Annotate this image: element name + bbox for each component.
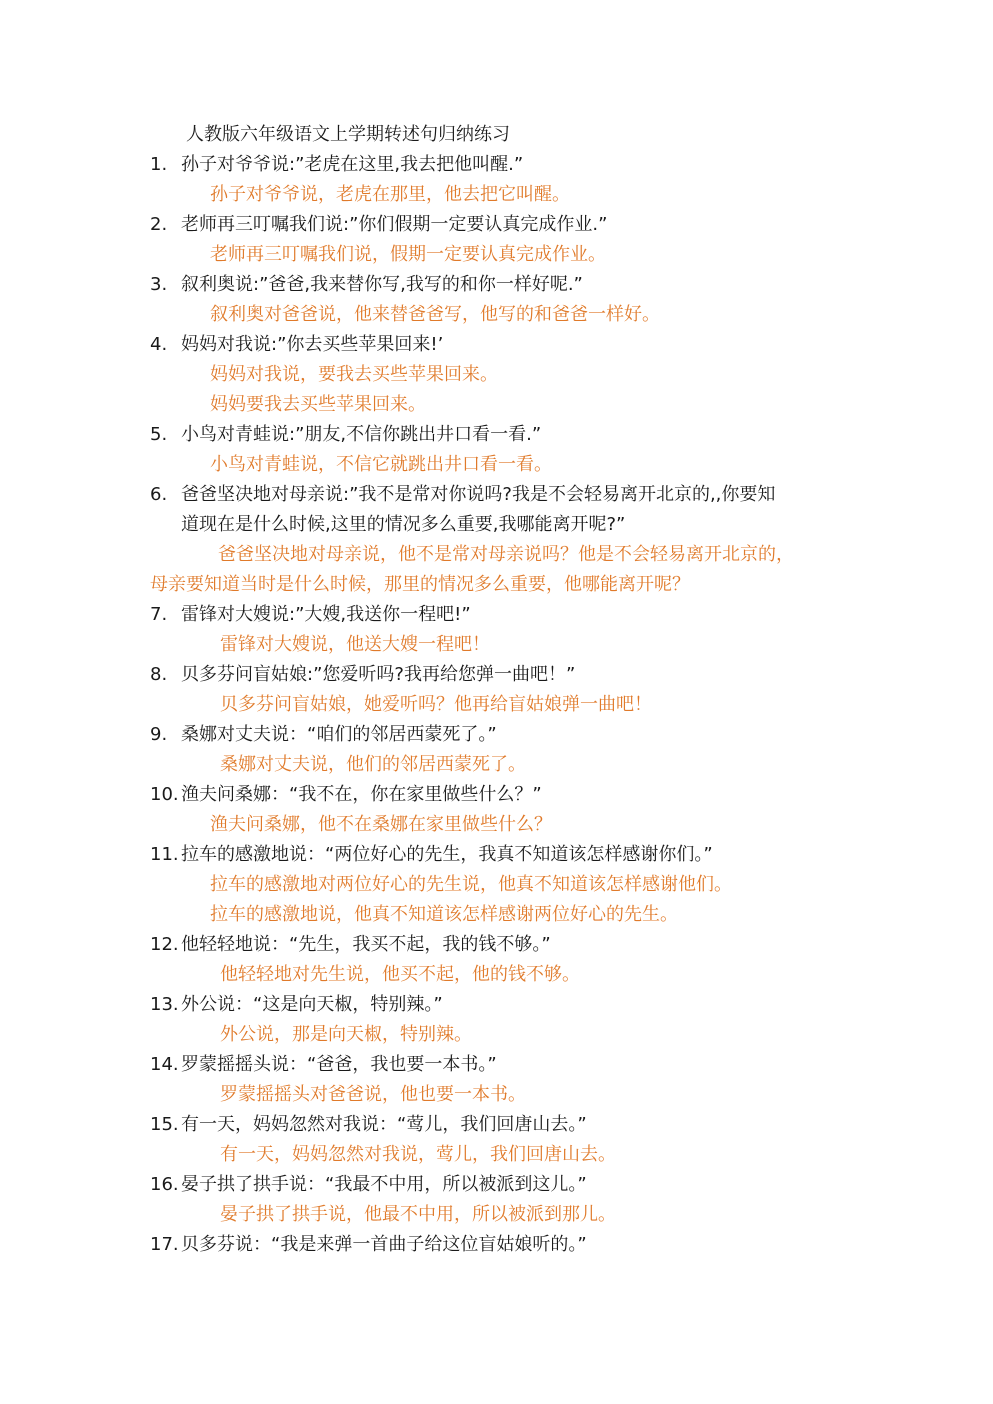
- item-number: 8.: [150, 664, 168, 685]
- item-number: 2.: [150, 214, 168, 235]
- answer-text: 有一天，妈妈忽然对我说，莺儿，我们回唐山去。: [220, 1144, 616, 1165]
- item-number: 4.: [150, 334, 168, 355]
- page-title: 人教版六年级语文上学期转述句归纳练习: [186, 124, 510, 145]
- list-item: [0, 600, 993, 660]
- answer-text: 桑娜对丈夫说，他们的邻居西蒙死了。: [220, 754, 526, 775]
- item-number: 7.: [150, 604, 168, 625]
- list-item: [0, 270, 993, 330]
- list-item: [0, 930, 993, 990]
- question-line: [0, 780, 993, 810]
- item-number: 3.: [150, 274, 168, 295]
- answer-text: 渔夫问桑娜，他不在桑娜在家里做些什么？: [210, 814, 552, 835]
- question-line: [0, 420, 993, 450]
- list-item: [0, 840, 993, 930]
- item-number: 14.: [150, 1054, 179, 1075]
- question-line: [0, 1110, 993, 1140]
- question-text: 叙利奥说:”爸爸,我来替你写,我写的和你一样好呢.”: [181, 274, 583, 295]
- answer-text: 小鸟对青蛙说，不信它就跳出井口看一看。: [210, 454, 552, 475]
- list-item: [0, 330, 993, 420]
- answer-text: 雷锋对大嫂说，他送大嫂一程吧！: [220, 634, 490, 655]
- list-item: [0, 1110, 993, 1170]
- item-number: 13.: [150, 994, 179, 1015]
- question-line: [0, 330, 993, 360]
- list-item: [0, 1170, 993, 1230]
- question-text: 贝多芬说：“我是来弹一首曲子给这位盲姑娘听的。”: [181, 1234, 587, 1255]
- question-text: 雷锋对大嫂说:”大嫂,我送你一程吧!”: [181, 604, 471, 625]
- item-number: 1.: [150, 154, 168, 175]
- question-text: 渔夫问桑娜：“我不在，你在家里做些什么？”: [181, 784, 542, 805]
- question-text: 拉车的感激地说：“两位好心的先生，我真不知道该怎样感谢你们。”: [181, 844, 713, 865]
- list-item: [0, 780, 993, 840]
- question-text: 爸爸坚决地对母亲说:”我不是常对你说吗?我是不会轻易离开北京的,,你要知: [181, 484, 776, 505]
- question-text: 外公说：“这是向天椒，特别辣。”: [181, 994, 443, 1015]
- list-item: [0, 210, 993, 270]
- question-line: [0, 1050, 993, 1080]
- answer-text: 妈妈对我说，要我去买些苹果回来。: [210, 364, 498, 385]
- question-line: [0, 990, 993, 1020]
- list-item: [0, 720, 993, 780]
- answer-text: 外公说，那是向天椒，特别辣。: [220, 1024, 472, 1045]
- answer-text-continued: 母亲要知道当时是什么时候，那里的情况多么重要，他哪能离开呢？: [150, 574, 690, 595]
- answer-text: 罗蒙摇摇头对爸爸说，他也要一本书。: [220, 1084, 526, 1105]
- answer-text: 孙子对爷爷说，老虎在那里，他去把它叫醒。: [210, 184, 570, 205]
- question-line: [0, 840, 993, 870]
- list-item: [0, 990, 993, 1050]
- item-number: 9.: [150, 724, 168, 745]
- exercise-list: [0, 150, 993, 1260]
- list-item: [0, 1050, 993, 1110]
- question-line: [0, 720, 993, 750]
- question-line: [0, 930, 993, 960]
- question-line: [0, 1170, 993, 1200]
- list-item: [0, 150, 993, 210]
- question-text-continued: 道现在是什么时候,这里的情况多么重要,我哪能离开呢?”: [181, 514, 626, 535]
- answer-text: 拉车的感激地对两位好心的先生说，他真不知道该怎样感谢他们。: [210, 874, 732, 895]
- question-line: [0, 210, 993, 240]
- question-text: 小鸟对青蛙说:”朋友,不信你跳出井口看一看.”: [181, 424, 542, 445]
- answer-text: 妈妈要我去买些苹果回来。: [210, 394, 426, 415]
- item-number: 11.: [150, 844, 179, 865]
- item-number: 16.: [150, 1174, 179, 1195]
- question-text: 他轻轻地说：“先生，我买不起，我的钱不够。”: [181, 934, 551, 955]
- item-number: 6.: [150, 484, 168, 505]
- item-number: 5.: [150, 424, 168, 445]
- question-line: [0, 480, 993, 540]
- question-line: [0, 660, 993, 690]
- question-text: 桑娜对丈夫说：“咱们的邻居西蒙死了。”: [181, 724, 497, 745]
- item-number: 10.: [150, 784, 179, 805]
- question-line: [0, 1230, 993, 1260]
- question-text: 孙子对爷爷说:”老虎在这里,我去把他叫醒.”: [181, 154, 524, 175]
- answer-text: 爸爸坚决地对母亲说，他不是常对母亲说吗？他是不会轻易离开北京的，: [218, 544, 794, 565]
- question-line: [0, 150, 993, 180]
- answer-text: 他轻轻地对先生说，他买不起，他的钱不够。: [220, 964, 580, 985]
- list-item: [0, 480, 993, 600]
- answer-text: 叙利奥对爸爸说，他来替爸爸写，他写的和爸爸一样好。: [210, 304, 660, 325]
- question-text: 晏子拱了拱手说：“我最不中用，所以被派到这儿。”: [181, 1174, 587, 1195]
- list-item: [0, 420, 993, 480]
- question-text: 老师再三叮嘱我们说:”你们假期一定要认真完成作业.”: [181, 214, 608, 235]
- question-line: [0, 600, 993, 630]
- answer-text: 晏子拱了拱手说，他最不中用，所以被派到那儿。: [220, 1204, 616, 1225]
- answer-text: 拉车的感激地说，他真不知道该怎样感谢两位好心的先生。: [210, 904, 678, 925]
- list-item: [0, 1230, 993, 1260]
- item-number: 15.: [150, 1114, 179, 1135]
- list-item: [0, 660, 993, 720]
- item-number: 17.: [150, 1234, 179, 1255]
- question-text: 贝多芬问盲姑娘:”您爱听吗?我再给您弹一曲吧！”: [181, 664, 576, 685]
- question-text: 罗蒙摇摇头说：“爸爸，我也要一本书。”: [181, 1054, 497, 1075]
- answer-text: 贝多芬问盲姑娘，她爱听吗？他再给盲姑娘弹一曲吧！: [220, 694, 652, 715]
- question-text: 有一天，妈妈忽然对我说：“莺儿，我们回唐山去。”: [181, 1114, 587, 1135]
- question-text: 妈妈对我说:”你去买些苹果回来!’: [181, 334, 444, 355]
- item-number: 12.: [150, 934, 179, 955]
- question-line: [0, 270, 993, 300]
- answer-text: 老师再三叮嘱我们说，假期一定要认真完成作业。: [210, 244, 606, 265]
